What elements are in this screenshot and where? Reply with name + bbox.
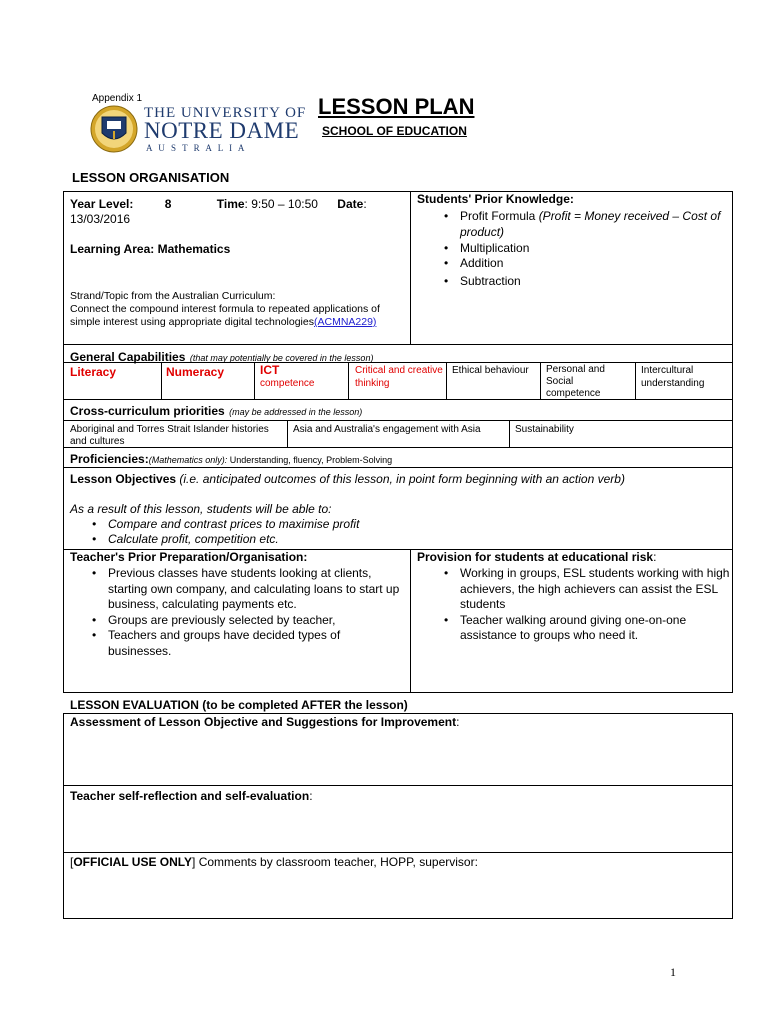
divider <box>161 362 162 399</box>
list-item: • Working in groups, ESL students working with high achievers, the high achievers can assist the ESL students <box>438 566 730 613</box>
year-time-date-row <box>70 197 367 211</box>
logo-line3: A U S T R A L I A <box>146 143 247 153</box>
capability-critical-thinking: Critical and creative thinking <box>355 365 443 389</box>
divider <box>509 420 510 447</box>
preparation-title: Teacher's Prior Preparation/Organisation: <box>70 550 308 564</box>
curriculum-code-link[interactable]: (ACMNA229) <box>313 316 377 328</box>
divider <box>63 785 733 786</box>
appendix-label: Appendix 1 <box>92 93 143 104</box>
year-level-value: 8 <box>164 197 172 211</box>
capability-personal-social: Personal and Social competence <box>546 364 605 399</box>
time-label: Time <box>216 197 245 211</box>
preparation-list <box>86 566 406 659</box>
proficiencies-text: Understanding, fluency, Problem-Solving <box>227 455 393 465</box>
date-label: Date <box>337 197 364 211</box>
list-item: • Calculate profit, competition etc. <box>86 532 406 547</box>
page-title: LESSON PLAN <box>318 94 475 119</box>
risk-header <box>417 550 656 564</box>
time-value: : 9:50 – 10:50 <box>244 197 318 211</box>
proficiencies-title: Proficiencies: <box>70 452 149 466</box>
divider <box>410 191 411 344</box>
list-item: • Multiplication <box>438 240 728 256</box>
capability-ict: ICT competence <box>260 363 315 389</box>
year-level-label: Year Level: <box>70 197 134 211</box>
objectives-intro: As a result of this lesson, students will be able to: <box>70 502 332 516</box>
cross-curriculum-header <box>70 402 362 420</box>
divider <box>63 852 733 853</box>
lesson-objectives-note: (i.e. anticipated outcomes of this lesson, in point form beginning with an action verb) <box>176 472 625 486</box>
divider <box>287 420 288 447</box>
reflection-field-label: Teacher self-reflection and self-evaluation: <box>70 789 313 803</box>
divider <box>63 344 733 345</box>
logo-line2: NOTRE DAME <box>144 118 300 143</box>
logo-line1: THE UNIVERSITY OF <box>144 105 307 121</box>
general-capabilities-title: General Capabilities <box>70 350 186 364</box>
divider <box>254 362 255 399</box>
priority-asia: Asia and Australia's engagement with Asia <box>293 424 481 435</box>
list-item: • Teachers and groups have decided types of businesses. <box>86 628 406 659</box>
list-item: • Addition <box>438 255 728 271</box>
divider <box>348 362 349 399</box>
capability-numeracy: Numeracy <box>166 365 225 379</box>
capability-literacy: Literacy <box>70 365 117 379</box>
lesson-objectives-title: Lesson Objectives <box>70 472 177 486</box>
list-item: • Compare and contrast prices to maximise profit <box>86 517 406 532</box>
divider <box>63 399 733 400</box>
strand-text: Connect the compound interest formula to repeated applications of simple interest using appropriate digital technologies <box>70 303 380 328</box>
crest-icon <box>90 103 138 155</box>
cross-curriculum-note: (may be addressed in the lesson) <box>229 407 363 417</box>
lesson-objectives-header <box>70 472 625 486</box>
assessment-field[interactable] <box>64 733 732 784</box>
curriculum-strand <box>70 290 400 329</box>
page-subtitle: SCHOOL OF EDUCATION <box>322 124 467 138</box>
learning-area: Learning Area: Mathematics <box>70 242 231 256</box>
objectives-list <box>86 517 406 547</box>
prior-knowledge-list <box>438 208 728 289</box>
reflection-field[interactable] <box>64 806 732 851</box>
university-logo <box>90 103 307 155</box>
date-colon: : <box>363 197 367 211</box>
list-item: • Subtraction <box>438 273 728 289</box>
date-value: 13/03/2016 <box>70 212 131 226</box>
list-item: • Previous classes have students looking at clients, starting own company, and calculating loans to start up business, calculating payments etc. <box>86 566 406 613</box>
risk-colon: : <box>653 550 657 564</box>
divider <box>410 549 411 693</box>
list-item: • Teacher walking around giving one-on-one assistance to groups who need it. <box>438 613 730 644</box>
list-item: • Profit Formula (Profit = Money received – Cost of product) <box>438 208 728 240</box>
list-item: • Groups are previously selected by teacher, <box>86 613 406 629</box>
general-capabilities-note: (that may potentially be covered in the lesson) <box>189 353 374 363</box>
divider <box>635 362 636 399</box>
official-use-label: [OFFICIAL USE ONLY] Comments by classroom teacher, HOPP, supervisor: <box>70 855 478 869</box>
capability-intercultural: Intercultural understanding <box>641 365 705 389</box>
strand-label: Strand/Topic from the Australian Curriculum: <box>70 290 276 302</box>
divider <box>446 362 447 399</box>
proficiencies-note: (Mathematics only): <box>148 455 228 465</box>
lesson-evaluation-heading: LESSON EVALUATION (to be completed AFTER the lesson) <box>70 698 408 712</box>
prior-knowledge-title: Students' Prior Knowledge: <box>417 192 574 206</box>
assessment-field-label: Assessment of Lesson Objective and Suggestions for Improvement: <box>70 715 460 729</box>
cross-curriculum-title: Cross-curriculum priorities <box>70 404 225 418</box>
priority-sustainability: Sustainability <box>515 424 574 435</box>
divider <box>63 420 733 421</box>
proficiencies-row <box>70 450 392 468</box>
official-use-field[interactable] <box>64 872 732 918</box>
risk-list <box>438 566 730 644</box>
page-number: 1 <box>670 965 676 979</box>
capability-ethical: Ethical behaviour <box>452 365 529 376</box>
priority-aboriginal: Aboriginal and Torres Strait Islander histories and cultures <box>70 424 269 447</box>
risk-title: Provision for students at educational risk <box>417 550 654 564</box>
lesson-organisation-heading: LESSON ORGANISATION <box>72 170 230 185</box>
divider <box>540 362 541 399</box>
